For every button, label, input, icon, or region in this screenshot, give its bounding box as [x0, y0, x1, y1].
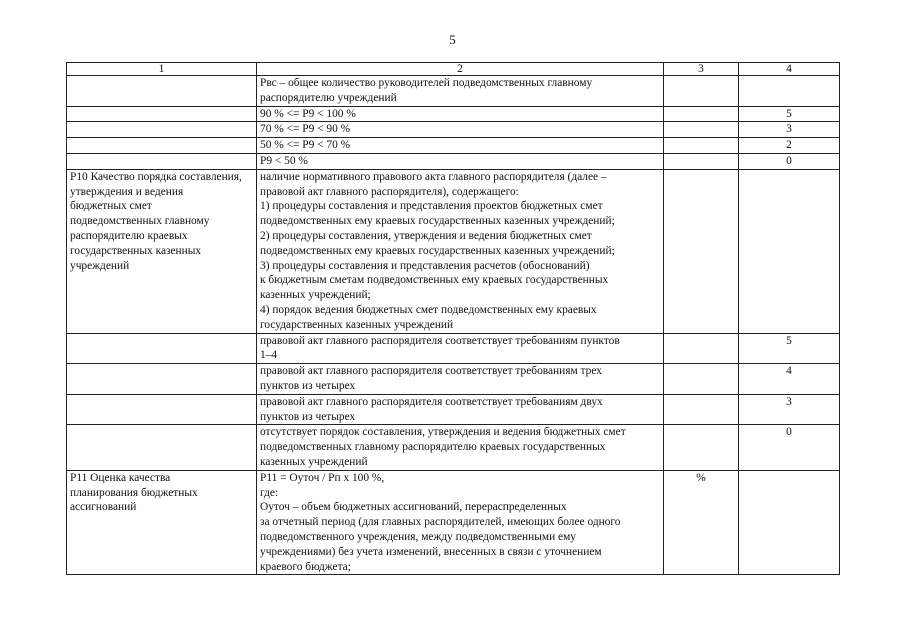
description-cell-line: за отчетный период (для главных распорядителей, имеющих более одного: [260, 516, 621, 529]
description-cell-line: 50 % <= Р9 < 70 %: [260, 139, 351, 152]
description-cell-line: 1) процедуры составления и представления проектов бюджетных смет: [260, 200, 603, 213]
criterion-cell-line: ассигнований: [70, 501, 137, 514]
description-cell-line: казенных учреждений;: [260, 289, 371, 302]
description-cell-line: правовой акт главного распорядителя соответствует требованиям пунктов: [260, 334, 620, 347]
criterion-cell-line: государственных казенных: [70, 244, 202, 257]
description-cell: [257, 106, 664, 122]
criterion-cell: [67, 394, 257, 425]
unit-cell: [664, 169, 739, 333]
score-cell: 0: [739, 425, 840, 470]
description-cell: [257, 169, 664, 333]
score-cell: 3: [739, 122, 840, 138]
header-cell-4: 4: [739, 63, 840, 76]
score-cell: [739, 169, 840, 333]
criterion-cell: [67, 425, 257, 470]
unit-cell: [664, 394, 739, 425]
page-number: 5: [449, 32, 456, 47]
table-row: [67, 333, 840, 364]
description-cell-line: 2) процедуры составления, утверждения и ведения бюджетных смет: [260, 229, 592, 242]
criterion-cell-line: утверждения и ведения: [70, 185, 184, 198]
description-cell-line: 90 % <= Р9 < 100 %: [260, 107, 356, 120]
description-cell: [257, 138, 664, 154]
description-cell-line: правовой акт главного распорядителя соответствует требованиям двух: [260, 395, 603, 408]
description-cell-line: подведомственных ему краевых государственных казенных учреждений;: [260, 215, 615, 228]
criterion-cell-line: учреждений: [70, 259, 130, 272]
table-row: [67, 138, 840, 154]
criterion-cell: [67, 153, 257, 169]
score-cell: 2: [739, 138, 840, 154]
score-cell: [739, 470, 840, 575]
description-cell: [257, 425, 664, 470]
unit-cell: [664, 138, 739, 154]
criterion-cell: [67, 106, 257, 122]
score-cell: 4: [739, 364, 840, 395]
score-cell: [739, 76, 840, 107]
table-row: [67, 425, 840, 470]
criterion-cell: [67, 169, 257, 333]
table-row: [67, 169, 840, 333]
criterion-cell-line: распорядителю краевых: [70, 229, 188, 242]
description-cell-line: к бюджетным сметам подведомственных ему краевых государственных: [260, 274, 609, 287]
criterion-cell: [67, 333, 257, 364]
header-cell-2: 2: [257, 63, 664, 76]
description-cell: [257, 470, 664, 575]
header-cell-3: 3: [664, 63, 739, 76]
table-row: [67, 106, 840, 122]
table-row: [67, 364, 840, 395]
description-cell-line: Рвс – общее количество руководителей подведомственных главному: [260, 77, 593, 89]
description-cell-line: наличие нормативного правового акта главного распорядителя (далее –: [260, 170, 607, 183]
description-cell: [257, 364, 664, 395]
criterion-cell-line: Р11 Оценка качества: [70, 471, 171, 484]
unit-cell: [664, 76, 739, 107]
description-cell-line: краевого бюджета;: [260, 560, 351, 573]
description-cell-line: 70 % <= Р9 < 90 %: [260, 123, 351, 136]
description-cell-line: учреждениями) без учета изменений, внесенных в связи с уточнением: [260, 545, 602, 558]
score-cell: 5: [739, 106, 840, 122]
unit-cell: [664, 153, 739, 169]
unit-cell: [664, 364, 739, 395]
description-cell: [257, 394, 664, 425]
table-row: [67, 122, 840, 138]
unit-cell: [664, 122, 739, 138]
criterion-cell: [67, 122, 257, 138]
description-cell-line: 1–4: [260, 349, 278, 362]
description-cell: [257, 333, 664, 364]
unit-cell: %: [664, 470, 739, 575]
table-row: [67, 153, 840, 169]
description-cell-line: 4) порядок ведения бюджетных смет подведомственных ему краевых: [260, 303, 597, 316]
criteria-table: [66, 62, 840, 575]
criterion-cell: [67, 470, 257, 575]
description-cell: [257, 76, 664, 107]
table-body: [67, 63, 840, 575]
description-cell-line: правовой акт главного распорядителя), содержащего:: [260, 185, 519, 198]
description-cell-line: подведомственных ему краевых государственных казенных учреждений;: [260, 244, 615, 257]
description-cell: [257, 153, 664, 169]
score-cell: 3: [739, 394, 840, 425]
header-cell-1: 1: [67, 63, 257, 76]
description-cell-line: Р11 = Оуточ / Рп х 100 %,: [260, 471, 385, 484]
description-cell-line: подведомственного учреждения, между подведомственными ему: [260, 530, 576, 543]
score-cell: 0: [739, 153, 840, 169]
criterion-cell: [67, 138, 257, 154]
description-cell-line: распорядителю учреждений: [260, 91, 397, 104]
header-row: [67, 63, 840, 76]
description-cell-line: пунктов из четырех: [260, 410, 356, 423]
criterion-cell-line: планирования бюджетных: [70, 486, 198, 499]
description-cell-line: казенных учреждений: [260, 455, 368, 468]
description-cell-line: пунктов из четырех: [260, 379, 356, 392]
unit-cell: [664, 333, 739, 364]
description-cell-line: отсутствует порядок составления, утверждения и ведения бюджетных смет: [260, 426, 626, 439]
description-cell-line: 3) процедуры составления и представления расчетов (обоснований): [260, 259, 590, 272]
criterion-cell: [67, 364, 257, 395]
criterion-cell-line: Р10 Качество порядка составления,: [70, 170, 242, 183]
description-cell-line: правовой акт главного распорядителя соответствует требованиям трех: [260, 365, 602, 378]
table-row: [67, 394, 840, 425]
description-cell: [257, 122, 664, 138]
description-cell-line: подведомственных главному распорядителю краевых государственных: [260, 441, 606, 454]
table-row: [67, 470, 840, 575]
description-cell-line: Оуточ – объем бюджетных ассигнований, перераспределенных: [260, 501, 567, 514]
description-cell-line: где:: [260, 486, 279, 499]
table-row: [67, 76, 840, 107]
criterion-cell-line: бюджетных смет: [70, 200, 152, 213]
criterion-cell-line: подведомственных главному: [70, 215, 210, 228]
description-cell-line: Р9 < 50 %: [260, 154, 308, 167]
unit-cell: [664, 106, 739, 122]
unit-cell: [664, 425, 739, 470]
score-cell: 5: [739, 333, 840, 364]
description-cell-line: государственных казенных учреждений: [260, 318, 454, 331]
criterion-cell: [67, 76, 257, 107]
